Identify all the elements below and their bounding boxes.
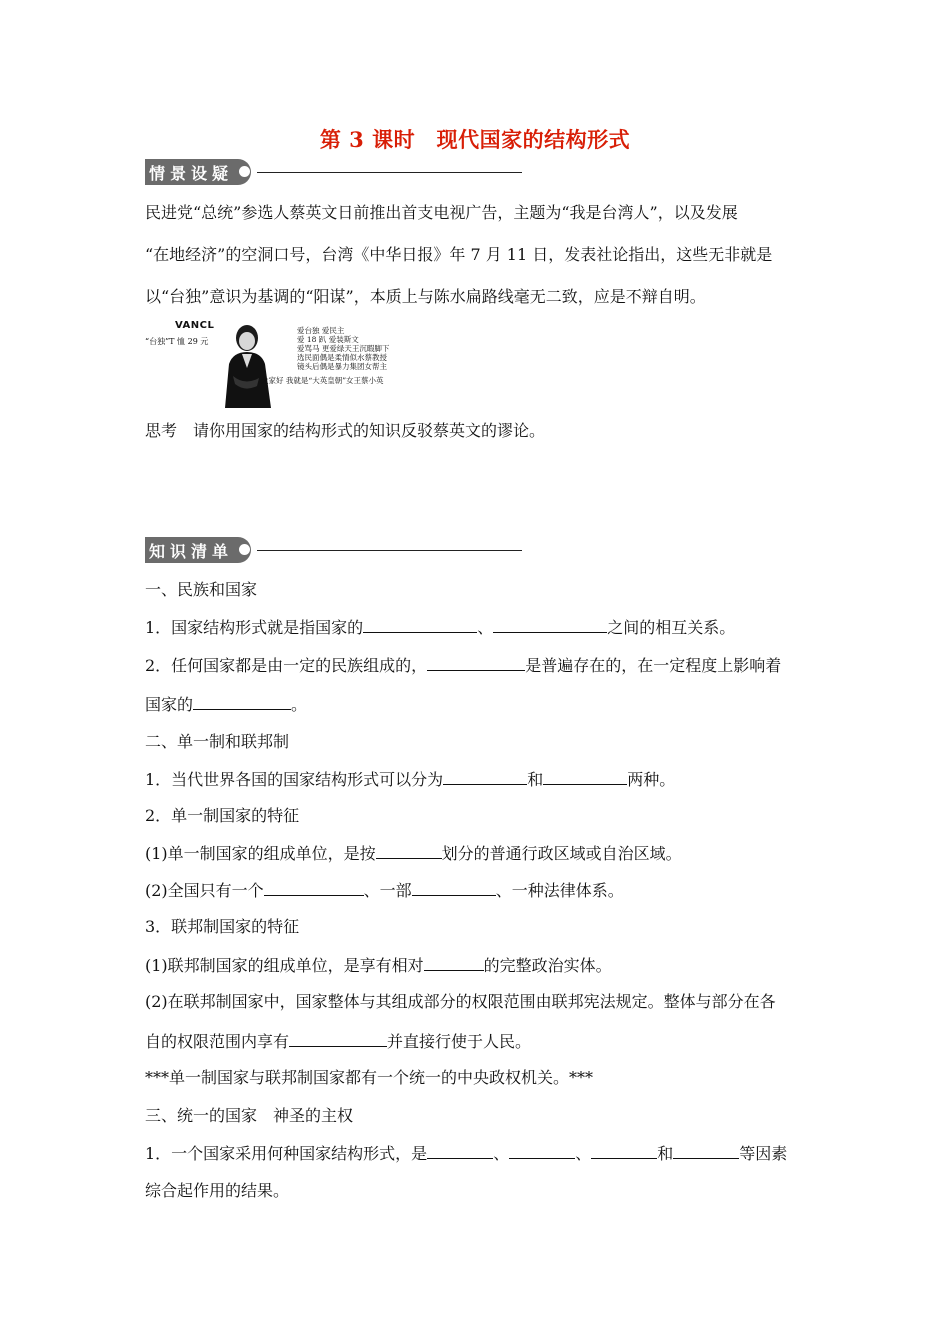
fill-in-blank[interactable] [264,880,364,896]
knowledge-line [145,917,299,937]
knowledge-line [145,843,682,864]
divider-line [257,172,522,173]
knowledge-text: 和 [527,770,544,789]
knowledge-line [145,694,307,715]
fill-in-blank[interactable] [289,1031,387,1047]
knowledge-text: ***单一制国家与联邦制国家都有一个统一的中央政权机关。*** [145,1068,594,1087]
page-title: 第 3 课时 现代国家的结构形式 [319,127,631,152]
knowledge-text: (2)在联邦制国家中，国家整体与其组成部分的权限范围由联邦宪法规定。整体与部分在各 [145,992,776,1011]
person-figure-icon [211,316,281,408]
knowledge-line [145,617,735,638]
knowledge-text: 、一部 [363,881,412,900]
knowledge-text: 、 [477,618,494,637]
fill-in-blank[interactable] [591,1143,657,1159]
caption-line: 选民面偶是柔情似水蔡教授 [297,353,387,362]
knowledge-line [145,880,624,901]
knowledge-text: 1．国家结构形式就是指国家的 [145,618,364,637]
knowledge-text: 划分的普通行政区域或自治区域。 [441,844,682,863]
knowledge-text: 。 [291,695,308,714]
knowledge-text: 2．单一制国家的特征 [145,806,300,825]
fill-in-blank[interactable] [493,617,607,633]
knowledge-text: 3．联邦制国家的特征 [145,917,300,936]
brand-logo-text: VANCL [175,320,215,331]
caption-line: 爱 18 趴 爱装斯文 [297,335,359,344]
knowledge-line [145,1106,353,1126]
knowledge-text: 和 [657,1144,674,1163]
knowledge-text: 是普遍存在的，在一定程度上影响着 [525,656,782,675]
fill-in-blank[interactable] [376,843,442,859]
fill-in-blank[interactable] [412,880,496,896]
section-header-label: 知识清单 [149,542,234,561]
fill-in-blank[interactable] [193,694,291,710]
fill-in-blank[interactable] [427,655,525,671]
think-question: 思考 请你用国家的结构形式的知识反驳蔡英文的谬论。 [145,421,546,440]
political-cartoon-image [145,316,415,408]
bullet-dot-icon [239,544,250,555]
knowledge-text: 自的权限范围内享有 [145,1032,290,1051]
caption-line: 大家好 我就是“大英皇朝”女王蔡小英 [261,376,384,385]
knowledge-text: 2．任何国家都是由一定的民族组成的， [145,656,428,675]
knowledge-text: 1．当代世界各国的国家结构形式可以分为 [145,770,444,789]
knowledge-text: 国家的 [145,695,194,714]
fill-in-blank[interactable] [543,769,627,785]
price-label: “台独”T 恤 29 元 [145,337,209,346]
knowledge-text: 两种。 [627,770,676,789]
knowledge-line [145,1143,787,1164]
knowledge-text: 一、民族和国家 [145,580,258,599]
knowledge-text: 、一种法律体系。 [495,881,624,900]
knowledge-text: (1)联邦制国家的组成单位，是享有相对 [145,956,424,975]
fill-in-blank[interactable] [427,1143,493,1159]
knowledge-line [145,1031,531,1052]
scenario-paragraph-line: 以“台独”意识为基调的“阳谋”，本质上与陈水扁路线毫无二致，应是不辩自明。 [145,287,706,306]
scenario-paragraph-line: “在地经济”的空洞口号，台湾《中华日报》年 7 月 11 日，发表社论指出，这些无非就是 [145,245,773,264]
knowledge-text: 之间的相互关系。 [607,618,736,637]
knowledge-text: 综合起作用的结果。 [145,1181,290,1200]
fill-in-blank[interactable] [673,1143,739,1159]
knowledge-line [145,1068,593,1088]
knowledge-line [145,955,612,976]
knowledge-text: (1)单一制国家的组成单位，是按 [145,844,376,863]
knowledge-line [145,655,781,676]
caption-line: 爱台独 爱民主 [297,326,345,335]
knowledge-text: 、 [493,1144,510,1163]
knowledge-text: 等因素 [739,1144,788,1163]
section-header-label: 情景设疑 [149,164,234,183]
knowledge-line [145,769,675,790]
knowledge-text: 并直接行使于人民。 [387,1032,532,1051]
knowledge-text: 二、单一制和联邦制 [145,732,290,751]
knowledge-text: 三、统一的国家 神圣的主权 [145,1106,354,1125]
knowledge-line [145,992,776,1012]
bullet-dot-icon [239,166,250,177]
scenario-paragraph-line: 民进党“总统”参选人蔡英文日前推出首支电视广告，主题为“我是台湾人”，以及发展 [145,203,738,222]
fill-in-blank[interactable] [509,1143,575,1159]
caption-line: 镜头后偶是暴力集团女帮主 [297,362,387,371]
knowledge-text: 的完整政治实体。 [483,956,612,975]
fill-in-blank[interactable] [443,769,527,785]
knowledge-line [145,806,299,826]
divider-line [257,550,522,551]
knowledge-line [145,580,257,600]
knowledge-line [145,1181,289,1201]
knowledge-line [145,732,289,752]
fill-in-blank[interactable] [424,955,484,971]
knowledge-text: 、 [575,1144,592,1163]
knowledge-text: 1．一个国家采用何种国家结构形式，是 [145,1144,428,1163]
knowledge-text: (2)全国只有一个 [145,881,264,900]
caption-line: 爱骂马 更爱绿天王沉暇脚下 [297,344,390,353]
fill-in-blank[interactable] [363,617,477,633]
